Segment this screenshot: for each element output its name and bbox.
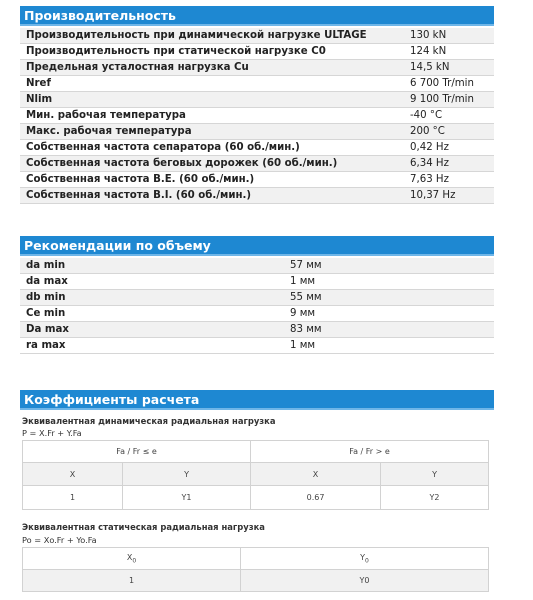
dynamic-value-x1: 1	[23, 486, 123, 510]
performance-row	[20, 188, 494, 204]
dynamic-condition-2: Fa / Fr > e	[251, 441, 489, 463]
performance-header: Производительность	[20, 6, 494, 26]
performance-table	[20, 28, 494, 204]
performance-row	[20, 60, 494, 76]
performance-row	[20, 76, 494, 92]
performance-row-value: 6 700 Tr/min	[408, 76, 494, 92]
dynamic-condition-1: Fa / Fr ≤ e	[23, 441, 251, 463]
performance-row	[20, 92, 494, 108]
static-header-x0: $X_0$	[23, 548, 241, 570]
volume-row	[20, 338, 494, 354]
performance-row-value: -40 °C	[408, 108, 494, 124]
performance-row-value: 14,5 kN	[408, 60, 494, 76]
performance-row-value: 9 100 Tr/min	[408, 92, 494, 108]
volume-row-value: 83 мм	[288, 322, 494, 338]
performance-row-label: Мин. рабочая температура	[20, 108, 408, 124]
performance-row-value: 7,63 Hz	[408, 172, 494, 188]
coefficients-header: Коэффициенты расчета	[20, 390, 494, 410]
volume-row-label: ra max	[20, 338, 288, 354]
performance-row	[20, 172, 494, 188]
volume-row-value: 55 мм	[288, 290, 494, 306]
volume-row	[20, 274, 494, 290]
performance-row-value: 10,37 Hz	[408, 188, 494, 204]
performance-row-value: 6,34 Hz	[408, 156, 494, 172]
performance-row-value: 0,42 Hz	[408, 140, 494, 156]
static-value-x0: 1	[23, 570, 241, 592]
performance-row-label: Nref	[20, 76, 408, 92]
performance-row-label: Собственная частота беговых дорожек (60 об./мин.)	[20, 156, 408, 172]
dynamic-coefficients-table	[22, 440, 489, 510]
static-coefficients-table	[22, 547, 489, 592]
dynamic-header-y1: Y	[123, 463, 251, 486]
volume-row-value: 1 мм	[288, 338, 494, 354]
volume-header: Рекомендации по объему	[20, 236, 494, 256]
dynamic-load-label: Эквивалентная динамическая радиальная нагрузка	[22, 416, 276, 426]
volume-row	[20, 290, 494, 306]
performance-row-label: Собственная частота B.I. (60 об./мин.)	[20, 188, 408, 204]
performance-row-label: Макс. рабочая температура	[20, 124, 408, 140]
performance-row-value: 200 °C	[408, 124, 494, 140]
volume-row-label: da max	[20, 274, 288, 290]
volume-row-label: da min	[20, 258, 288, 274]
performance-row	[20, 124, 494, 140]
performance-row-label: Производительность при статической нагрузке C0	[20, 44, 408, 60]
performance-row-value: 130 kN	[408, 28, 494, 44]
dynamic-value-y2: Y2	[381, 486, 489, 510]
performance-row-label: Производительность при динамической нагрузке ULTAGE	[20, 28, 408, 44]
static-load-formula: Po = Xo.Fr + Yo.Fa	[22, 535, 97, 545]
static-load-label: Эквивалентная статическая радиальная нагрузка	[22, 522, 265, 532]
dynamic-header-x2: X	[251, 463, 381, 486]
volume-row-label: db min	[20, 290, 288, 306]
performance-row	[20, 156, 494, 172]
performance-row-label: Nlim	[20, 92, 408, 108]
dynamic-header-y2: Y	[381, 463, 489, 486]
performance-row-label: Собственная частота B.E. (60 об./мин.)	[20, 172, 408, 188]
volume-row-label: Da max	[20, 322, 288, 338]
volume-row	[20, 258, 494, 274]
volume-row-value: 57 мм	[288, 258, 494, 274]
dynamic-value-y1: Y1	[123, 486, 251, 510]
performance-row-value: 124 kN	[408, 44, 494, 60]
dynamic-load-formula: P = X.Fr + Y.Fa	[22, 428, 82, 438]
volume-row-value: 1 мм	[288, 274, 494, 290]
volume-row	[20, 322, 494, 338]
volume-row-value: 9 мм	[288, 306, 494, 322]
performance-row	[20, 44, 494, 60]
dynamic-header-x1: X	[23, 463, 123, 486]
performance-row	[20, 28, 494, 44]
performance-row	[20, 140, 494, 156]
volume-row	[20, 306, 494, 322]
performance-row-label: Собственная частота сепаратора (60 об./мин.)	[20, 140, 408, 156]
static-header-y0: $Y_0$	[241, 548, 489, 570]
performance-row	[20, 108, 494, 124]
volume-table	[20, 258, 494, 354]
dynamic-value-x2: 0.67	[251, 486, 381, 510]
volume-row-label: Ce min	[20, 306, 288, 322]
static-value-y0: Y0	[241, 570, 489, 592]
performance-row-label: Предельная усталостная нагрузка Cu	[20, 60, 408, 76]
